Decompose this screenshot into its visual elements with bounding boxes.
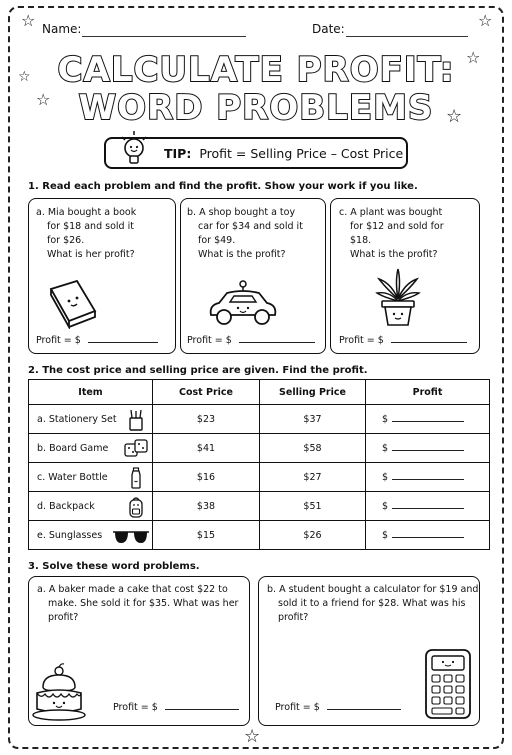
problem-line: $18. (350, 235, 372, 246)
problem-line: profit? (278, 612, 309, 623)
star-icon: ☆ (446, 106, 463, 127)
calculator-icon (423, 647, 473, 721)
problem-line: for $49. (198, 235, 236, 246)
page-title-line-1: CALCULATE PROFIT: (57, 50, 455, 90)
answer-blank[interactable] (392, 471, 464, 480)
tip-box (104, 137, 408, 169)
dice-icon (124, 438, 148, 460)
water-bottle-icon (130, 467, 142, 489)
profit-currency: $ (382, 530, 389, 541)
problem-line: b. A shop bought a toy (187, 207, 296, 218)
answer-blank[interactable] (239, 334, 315, 343)
cost-cell: $41 (153, 434, 260, 463)
problem-box-3b (258, 576, 480, 726)
problem-line: profit? (48, 612, 79, 623)
cost-cell: $23 (153, 405, 260, 434)
item-name: e. Sunglasses (37, 529, 103, 541)
toy-car-icon (205, 279, 281, 329)
pencil-cup-icon (128, 409, 144, 431)
section-2-heading: 2. The cost price and selling price are given. Find the profit. (28, 365, 368, 376)
section-1-heading: 1. Read each problem and find the profit. Show your work if you like. (28, 181, 418, 192)
problem-line: c. A plant was bought (339, 207, 443, 218)
answer-blank[interactable] (392, 442, 464, 451)
profit-currency: $ (382, 501, 389, 512)
problem-line: a. A baker made a cake that cost $22 to (37, 584, 228, 595)
profit-cell[interactable] (366, 405, 490, 434)
answer-blank[interactable] (392, 413, 464, 422)
answer-blank[interactable] (391, 334, 467, 343)
answer-blank[interactable] (392, 529, 464, 538)
answer-label: Profit = $ (187, 335, 232, 346)
selling-cell: $26 (260, 521, 366, 550)
cost-cell: $15 (153, 521, 260, 550)
column-header: Profit (366, 380, 490, 405)
answer-label: Profit = $ (275, 702, 320, 713)
backpack-icon (128, 496, 144, 518)
item-cell (29, 463, 153, 492)
problem-line: sold it to a friend for $28. What was his (278, 598, 466, 609)
date-field[interactable] (346, 36, 468, 37)
profit-cell[interactable] (366, 434, 490, 463)
lightbulb-icon (118, 129, 150, 169)
table-row (29, 405, 490, 434)
selling-cell: $37 (260, 405, 366, 434)
answer-label: Profit = $ (113, 702, 158, 713)
profit-cell[interactable] (366, 492, 490, 521)
star-icon: ☆ (478, 11, 493, 30)
star-icon: ☆ (18, 69, 31, 85)
problem-line: What is the profit? (350, 249, 438, 260)
problem-line: What is the profit? (198, 249, 286, 260)
item-name: a. Stationery Set (37, 413, 117, 425)
star-icon: ☆ (244, 726, 261, 747)
answer-label: Profit = $ (339, 335, 384, 346)
problem-box-1c (330, 198, 480, 354)
star-icon: ☆ (21, 11, 36, 30)
problem-line: for $18 and sold it (47, 221, 134, 232)
answer-blank[interactable] (88, 334, 158, 343)
book-icon (43, 277, 101, 329)
problem-line: car for $34 and sold it (198, 221, 303, 232)
item-name: b. Board Game (37, 442, 109, 454)
tip-formula: Profit = Selling Price – Cost Price (199, 145, 404, 161)
problem-line: make. She sold it for $35. What was her (48, 598, 239, 609)
table-row (29, 492, 490, 521)
name-field[interactable] (82, 36, 246, 37)
potted-plant-icon (375, 265, 421, 329)
problem-line: a. Mia bought a book (36, 207, 137, 218)
problem-box-3a (28, 576, 250, 726)
profit-table (28, 379, 490, 550)
profit-cell[interactable] (366, 463, 490, 492)
date-label: Date: (312, 22, 345, 36)
selling-cell: $51 (260, 492, 366, 521)
selling-cell: $27 (260, 463, 366, 492)
item-name: d. Backpack (37, 500, 95, 512)
problem-line: for $26. (47, 235, 85, 246)
profit-currency: $ (382, 414, 389, 425)
selling-cell: $58 (260, 434, 366, 463)
item-cell (29, 492, 153, 521)
column-header: Cost Price (153, 380, 260, 405)
page-title-line-2: WORD PROBLEMS (78, 88, 434, 128)
cake-icon (31, 663, 89, 725)
column-header: Selling Price (260, 380, 366, 405)
profit-currency: $ (382, 472, 389, 483)
item-cell (29, 405, 153, 434)
item-cell (29, 521, 153, 550)
problem-box-1a (28, 198, 176, 354)
problem-line: What is her profit? (47, 249, 135, 260)
sunglasses-icon (112, 529, 150, 545)
profit-currency: $ (382, 443, 389, 454)
tip-label: TIP: (164, 145, 192, 161)
answer-blank[interactable] (327, 701, 401, 710)
star-icon: ☆ (466, 48, 481, 67)
problem-line: b. A student bought a calculator for $19 and (267, 584, 479, 595)
name-label: Name: (42, 22, 82, 36)
profit-cell[interactable] (366, 521, 490, 550)
section-3-heading: 3. Solve these word problems. (28, 561, 200, 572)
table-header-row (29, 380, 490, 405)
star-icon: ☆ (36, 90, 51, 109)
table-row (29, 521, 490, 550)
column-header: Item (29, 380, 153, 405)
problem-line: for $12 and sold for (350, 221, 444, 232)
answer-blank[interactable] (392, 500, 464, 509)
item-name: c. Water Bottle (37, 471, 108, 483)
item-cell (29, 434, 153, 463)
cost-cell: $16 (153, 463, 260, 492)
problem-box-1b (180, 198, 326, 354)
table-row (29, 434, 490, 463)
table-row (29, 463, 490, 492)
answer-label: Profit = $ (36, 335, 81, 346)
cost-cell: $38 (153, 492, 260, 521)
answer-blank[interactable] (165, 701, 239, 710)
